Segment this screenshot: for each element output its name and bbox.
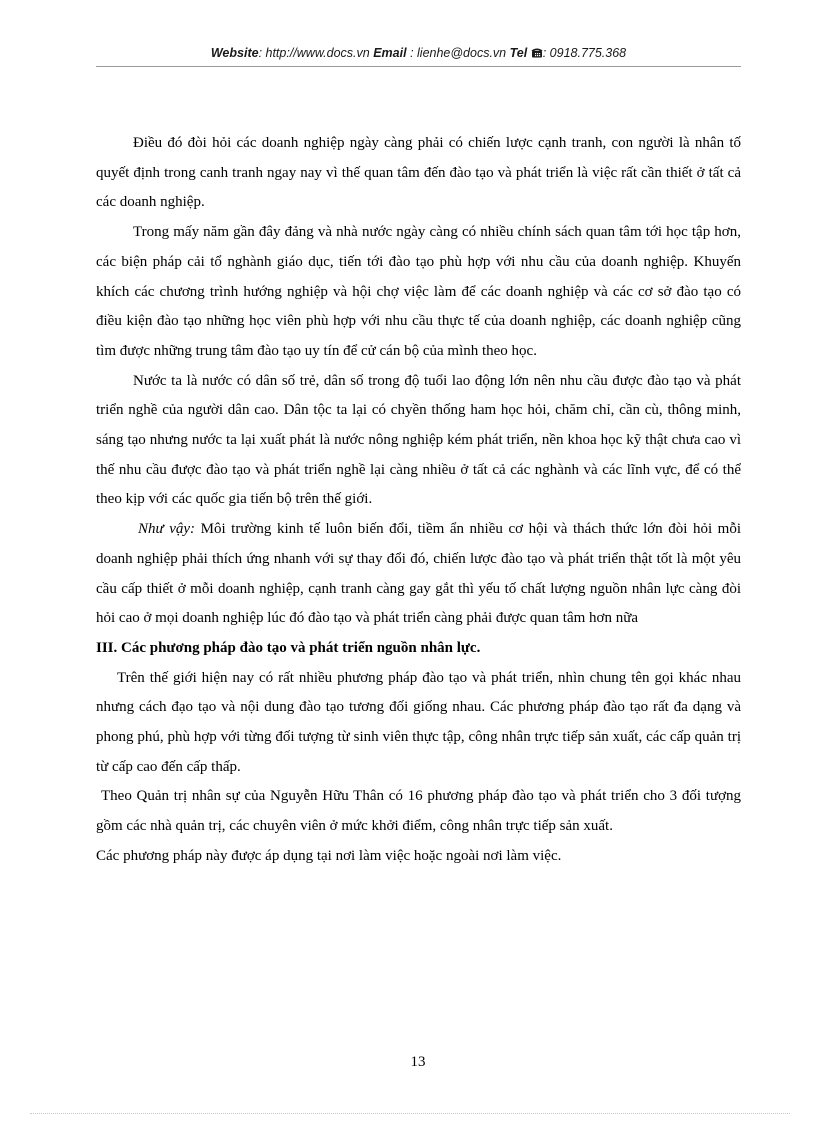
paragraph-1: Điều đó đòi hỏi các doanh nghiệp ngày càng phải có chiến lược cạnh tranh, con người là nhân tố quyết định trong canh tranh ngay nay vì thế quan tâm đến đào tạo và phát triển là việc rất cần thiết ở tất cả các doanh nghiệp. — [96, 135, 741, 211]
paragraph-4 — [96, 515, 741, 634]
email-value: : lienhe@docs.vn — [410, 46, 507, 60]
header-divider — [96, 66, 741, 67]
website-value: : http://www.docs.vn — [258, 46, 370, 60]
telephone-icon — [531, 47, 543, 58]
footer-divider — [30, 1113, 790, 1114]
document-body — [96, 129, 741, 872]
page-number: 13 — [410, 1054, 426, 1070]
page-header — [96, 46, 741, 60]
paragraph-2: Trong mấy năm gần đây đảng và nhà nước ngày càng có nhiều chính sách quan tâm tới học tập hơn, các biện pháp cải tổ nghành giáo dục, tiến tới đào tạo phù hợp với nhu cầu của doanh nghiệp. Khuyến khích các chương trình hướng nghiệp và hội chợ việc làm để các doanh nghiệp và các cơ sở đào tạo có điều kiện đào tạo những học viên phù hợp với nhu cầu thực tế của doanh nghiệp, các doanh nghiệp cũng tìm được những trung tâm đào tạo uy tín để cử cán bộ của mình theo học. — [96, 224, 741, 359]
tel-value: : 0918.775.368 — [542, 46, 627, 60]
paragraph-5: Trên thế giới hiện nay có rất nhiều phương pháp đào tạo và phát triển, nhìn chung tên gọi khác nhau nhưng cách đạo tạo và nội dung đào tạo tương đối giống nhau. Các phương pháp đào tạo rất đa dạng và phong phú, phù hợp với từng đối tượng từ sinh viên thực tập, công nhân trực tiếp sản xuất, các cấp quản trị từ cấp cao đến cấp thấp. — [96, 669, 741, 775]
paragraph-4-lead: Như vậy: — [138, 521, 196, 538]
tel-label: Tel — [509, 46, 528, 60]
email-label: Email — [373, 46, 407, 60]
paragraph-6: Theo Quản trị nhân sự của Nguyễn Hữu Thân có 16 phương pháp đào tạo và phát triển cho 3 đối tượng gồm các nhà quản trị, các chuyên viên ở mức khởi điểm, công nhân trực tiếp sản xuất. — [96, 788, 741, 835]
website-label: Website — [210, 46, 259, 60]
section-heading: III. Các phương pháp đào tạo và phát triển nguồn nhân lực. — [96, 639, 481, 656]
paragraph-3: Nước ta là nước có dân số trẻ, dân số trong độ tuổi lao động lớn nên nhu cầu được đào tạo và phát triển nghề của người dân cao. Dân tộc ta lại có chyền thống ham học hỏi, chăm chỉ, cần cù, thông minh, sáng tạo nhưng nước ta lại xuất phát là nước nông nghiệp kém phát triển, nền khoa học kỹ thật chưa cao vì thế nhu cầu được đào tạo và phát triển nghề lại càng nhiều ở tất cả các nghành và các lĩnh vực, để có thể theo kịp với các quốc gia tiến bộ trên thế giới. — [96, 372, 741, 508]
paragraph-7: Các phương pháp này được áp dụng tại nơi làm việc hoặc ngoài nơi làm việc. — [96, 847, 562, 864]
paragraph-4-text: Môi trường kinh tế luôn biến đổi, tiềm ẩn nhiều cơ hội và thách thức lớn đòi hỏi mỗi doanh nghiệp phải thích ứng nhanh với sự thay đổi đó, chiến lược đào tạo và phát triển thật tốt là một yêu cầu cấp thiết ở mỗi doanh nghiệp, cạnh tranh càng gay gắt thì yếu tố chất lượng nguồn nhân lực càng đòi hỏi cao ở mọi doanh nghiệp lúc đó đào tạo và phát triển càng phải được quan tâm hơn nữa — [96, 521, 741, 627]
